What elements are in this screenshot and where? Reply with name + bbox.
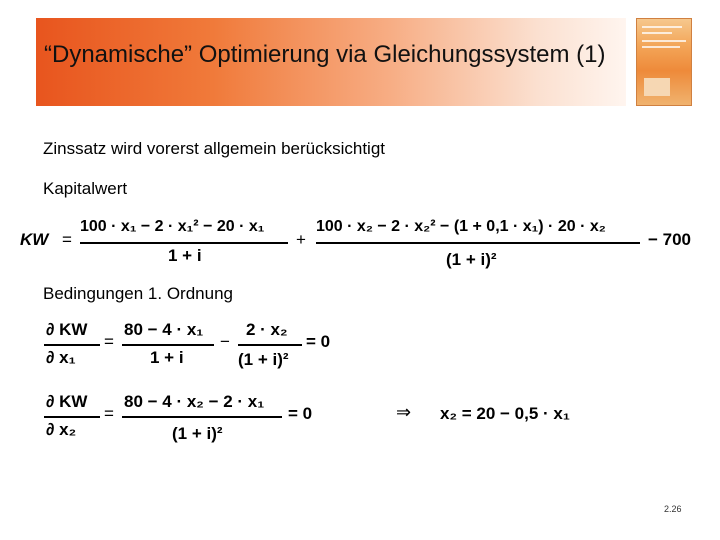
d2-lhs-num: ∂ KW [46, 392, 88, 411]
slide-title: “Dynamische” Optimierung via Gleichungssystem (1) [44, 41, 606, 68]
d2-rhs: = 0 [288, 404, 313, 423]
d1-rhs: = 0 [306, 332, 331, 351]
intro-text: Zinssatz wird vorerst allgemein berücksichtigt [43, 139, 386, 158]
kw-eq: = [62, 230, 72, 249]
d2-result: x₂ = 20 − 0,5 · x₁ [440, 404, 570, 423]
d1-lhs-num: ∂ KW [46, 320, 88, 339]
title-bar [36, 18, 626, 106]
page-number: 2.26 [664, 504, 682, 514]
kw-plus: + [296, 230, 306, 249]
d2-lhs-den: ∂ x₂ [46, 420, 77, 439]
d2-frac-line-1 [122, 416, 282, 418]
d1-minus: − [220, 332, 230, 351]
kw-num2: 100 · x₂ − 2 · x₂² − (1 + 0,1 · x₁) · 20 · x₂ [316, 218, 606, 235]
d2-den1: (1 + i)² [172, 424, 223, 443]
d1-den2: (1 + i)² [238, 350, 289, 369]
kw-lhs: KW [20, 230, 49, 249]
d1-lhs-den: ∂ x₁ [46, 348, 76, 367]
book-cover-image [636, 18, 692, 106]
kw-den2: (1 + i)² [446, 250, 497, 269]
kw-frac-line-1 [80, 242, 288, 244]
section-kapitalwert: Kapitalwert [43, 179, 128, 198]
d2-lhs-frac-line [44, 416, 100, 418]
d2-eq: = [104, 404, 114, 423]
implies-arrow: ⇒ [396, 402, 412, 422]
d1-lhs-frac-line [44, 344, 100, 346]
section-bedingungen: Bedingungen 1. Ordnung [43, 284, 233, 303]
kw-num1: 100 · x₁ − 2 · x₁² − 20 · x₁ [80, 218, 265, 235]
d1-frac-line-2 [238, 344, 302, 346]
d1-eq: = [104, 332, 114, 351]
kw-frac-line-2 [316, 242, 640, 244]
d1-den1: 1 + i [150, 348, 184, 367]
d1-frac-line-1 [122, 344, 214, 346]
kw-den1: 1 + i [168, 246, 202, 265]
d1-num2: 2 · x₂ [246, 320, 288, 339]
d1-num1: 80 − 4 · x₁ [124, 320, 204, 339]
kw-tail: − 700 [648, 230, 692, 249]
d2-num1: 80 − 4 · x₂ − 2 · x₁ [124, 392, 265, 411]
